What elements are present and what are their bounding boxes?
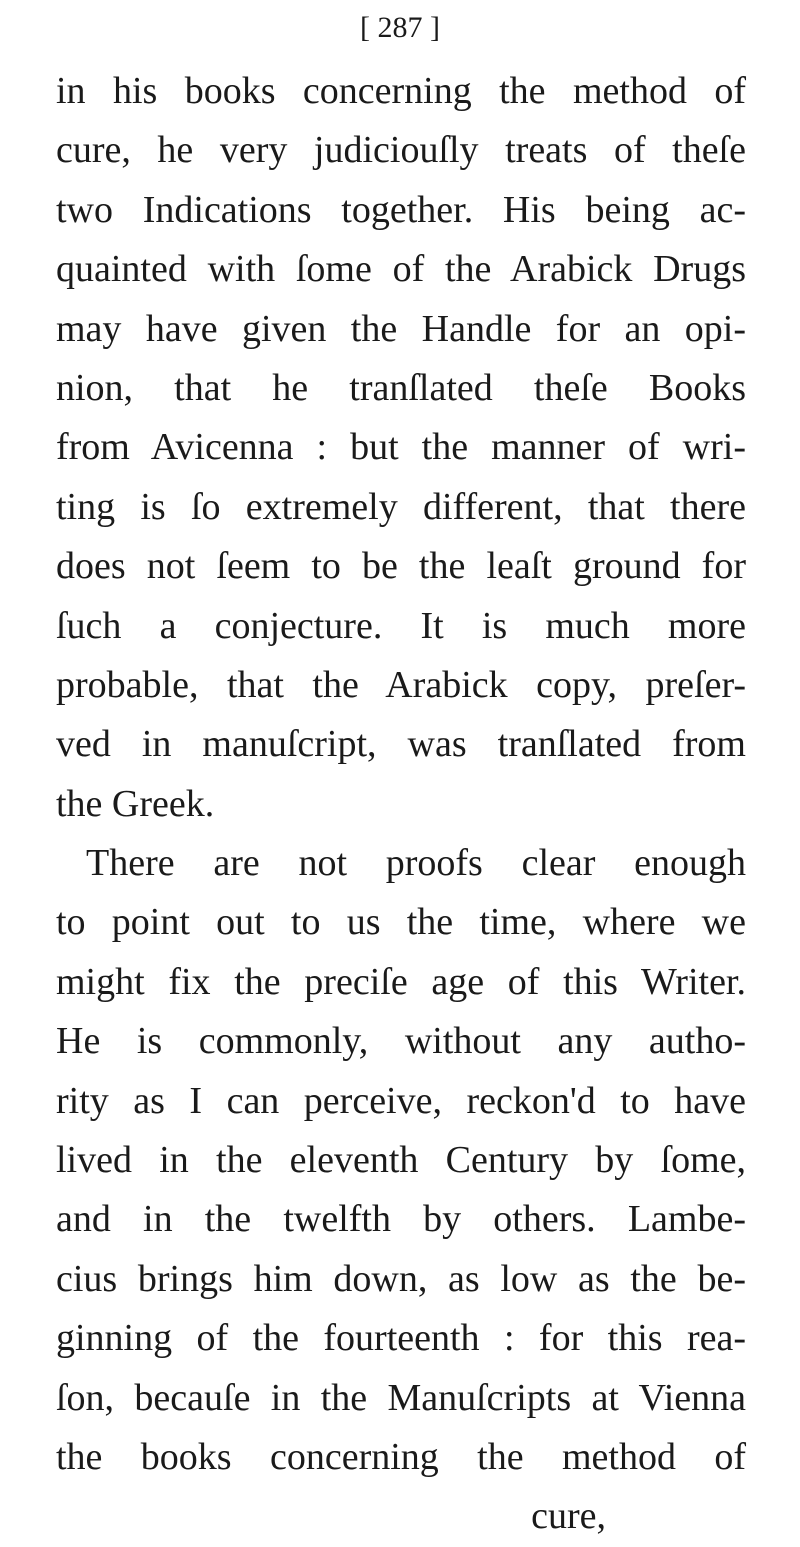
text-line-6: nion, that he tranſlated theſe Books — [56, 366, 746, 409]
text-line-10: ſuch a conjecture. It is much more — [56, 604, 746, 647]
text-line-13: the Greek. — [56, 782, 215, 825]
text-line-5: may have given the Handle for an opi- — [56, 307, 746, 350]
text-line-12: ved in manuſcript, was tranſlated from — [56, 723, 746, 766]
text-line-19: lived in the eleventh Century by ſome, — [56, 1139, 746, 1182]
text-line-24: the books concerning the method of — [56, 1435, 746, 1478]
text-line-4: quainted with ſome of the Arabick Drugs — [56, 248, 746, 291]
body-text — [56, 62, 746, 1547]
text-line-20: and in the twelfth by others. Lambe- — [56, 1198, 746, 1241]
text-line-22: ginning of the fourteenth : for this rea- — [56, 1317, 746, 1360]
text-line-7: from Avicenna : but the manner of wri- — [56, 426, 746, 469]
text-line-2: cure, he very judiciouſly treats of theſe — [56, 129, 746, 172]
text-line-9: does not ſeem to be the leaſt ground for — [56, 545, 746, 588]
page-number-header: [ 287 ] — [360, 11, 440, 44]
text-line-16: might fix the preciſe age of this Writer. — [56, 960, 746, 1003]
text-line-3: two Indications together. His being ac- — [56, 188, 746, 231]
text-line-17: He is commonly, without any autho- — [56, 1020, 746, 1063]
text-line-23: ſon, becauſe in the Manuſcripts at Vienna — [56, 1376, 746, 1419]
text-line-15: to point out to us the time, where we — [56, 901, 746, 944]
text-line-8: ting is ſo extremely different, that there — [56, 485, 746, 528]
text-line-18: rity as I can perceive, reckon'd to have — [56, 1079, 746, 1122]
catchword: cure, — [531, 1495, 606, 1538]
text-line-11: probable, that the Arabick copy, preſer- — [56, 663, 746, 706]
text-line-21: cius brings him down, as low as the be- — [56, 1257, 746, 1300]
text-line-1: in his books concerning the method of — [56, 70, 746, 112]
text-line-14: There are not proofs clear enough — [86, 842, 746, 885]
